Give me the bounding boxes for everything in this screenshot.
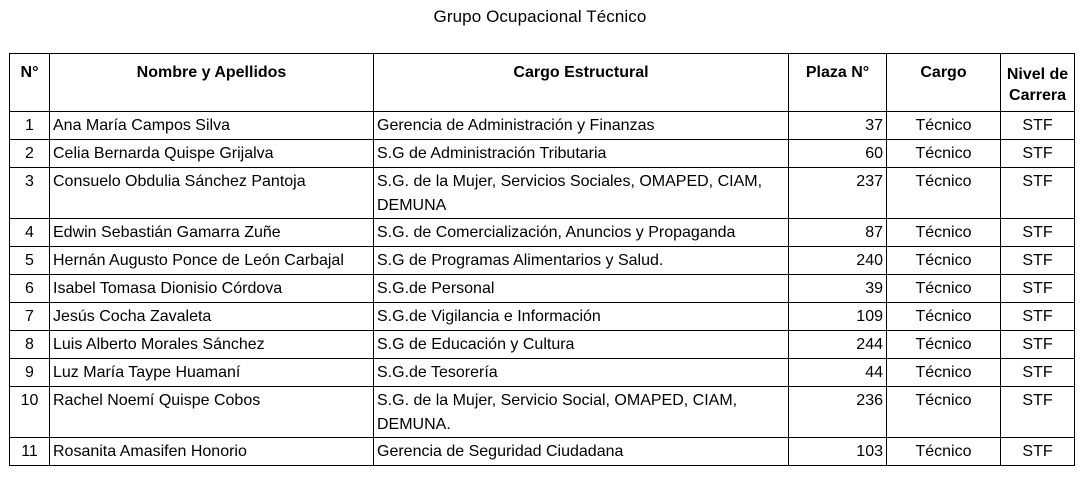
cell-nivel: STF (1001, 219, 1075, 247)
cell-name: Jesús Cocha Zavaleta (50, 303, 374, 331)
cell-structure: S.G. de la Mujer, Servicio Social, OMAPED, CIAM, DEMUNA. (374, 387, 789, 438)
cell-structure: S.G de Educación y Cultura (374, 331, 789, 359)
cell-cargo: Técnico (887, 275, 1001, 303)
cell-cargo: Técnico (887, 219, 1001, 247)
cell-name: Edwin Sebastián Gamarra Zuñe (50, 219, 374, 247)
cell-nivel: STF (1001, 247, 1075, 275)
cell-plaza: 87 (789, 219, 887, 247)
table-row (10, 247, 1075, 275)
cell-structure: S.G de Programas Alimentarios y Salud. (374, 247, 789, 275)
cell-nivel: STF (1001, 303, 1075, 331)
page-title: Grupo Ocupacional Técnico (433, 7, 647, 26)
table-row (10, 438, 1075, 466)
table-row (10, 387, 1075, 438)
cell-structure: Gerencia de Administración y Finanzas (374, 112, 789, 140)
cell-name: Rachel Noemí Quispe Cobos (50, 387, 374, 438)
header-structure: Cargo Estructural (374, 54, 789, 112)
table-row (10, 331, 1075, 359)
cell-num: 10 (10, 387, 50, 438)
cell-name: Luz María Taype Huamaní (50, 359, 374, 387)
cell-plaza: 237 (789, 168, 887, 219)
table-header-row (10, 54, 1075, 112)
cell-plaza: 240 (789, 247, 887, 275)
cell-plaza: 236 (789, 387, 887, 438)
header-cargo: Cargo (887, 54, 1001, 112)
cell-num: 5 (10, 247, 50, 275)
cell-structure: S.G de Administración Tributaria (374, 140, 789, 168)
cell-nivel: STF (1001, 331, 1075, 359)
cell-cargo: Técnico (887, 247, 1001, 275)
cell-cargo: Técnico (887, 140, 1001, 168)
table-row (10, 112, 1075, 140)
cell-plaza: 44 (789, 359, 887, 387)
header-nivel-line2: Carrera (1009, 87, 1066, 104)
cell-cargo: Técnico (887, 112, 1001, 140)
cell-nivel: STF (1001, 168, 1075, 219)
cell-structure: S.G.de Personal (374, 275, 789, 303)
table-row (10, 140, 1075, 168)
cell-name: Consuelo Obdulia Sánchez Pantoja (50, 168, 374, 219)
cell-cargo: Técnico (887, 359, 1001, 387)
cell-name: Isabel Tomasa Dionisio Córdova (50, 275, 374, 303)
cell-plaza: 39 (789, 275, 887, 303)
cell-cargo: Técnico (887, 168, 1001, 219)
staff-table (9, 53, 1075, 466)
header-name: Nombre y Apellidos (50, 54, 374, 112)
cell-cargo: Técnico (887, 387, 1001, 438)
cell-structure: S.G.de Tesorería (374, 359, 789, 387)
cell-plaza: 60 (789, 140, 887, 168)
cell-num: 11 (10, 438, 50, 466)
cell-nivel: STF (1001, 359, 1075, 387)
table-row (10, 219, 1075, 247)
cell-plaza: 109 (789, 303, 887, 331)
cell-plaza: 103 (789, 438, 887, 466)
header-num: N° (10, 54, 50, 112)
cell-plaza: 244 (789, 331, 887, 359)
table-row (10, 359, 1075, 387)
cell-num: 9 (10, 359, 50, 387)
cell-nivel: STF (1001, 275, 1075, 303)
cell-plaza: 37 (789, 112, 887, 140)
cell-name: Rosanita Amasifen Honorio (50, 438, 374, 466)
header-nivel-line1: Nivel de (1006, 66, 1069, 83)
cell-num: 2 (10, 140, 50, 168)
cell-cargo: Técnico (887, 438, 1001, 466)
cell-num: 8 (10, 331, 50, 359)
cell-name: Ana María Campos Silva (50, 112, 374, 140)
header-nivel (1001, 54, 1075, 112)
table-row (10, 275, 1075, 303)
cell-nivel: STF (1001, 112, 1075, 140)
cell-cargo: Técnico (887, 331, 1001, 359)
table-row (10, 303, 1075, 331)
cell-name: Luis Alberto Morales Sánchez (50, 331, 374, 359)
cell-cargo: Técnico (887, 303, 1001, 331)
header-plaza: Plaza N° (789, 54, 887, 112)
cell-num: 3 (10, 168, 50, 219)
cell-structure: Gerencia de Seguridad Ciudadana (374, 438, 789, 466)
cell-nivel: STF (1001, 438, 1075, 466)
cell-nivel: STF (1001, 387, 1075, 438)
cell-structure: S.G.de Vigilancia e Información (374, 303, 789, 331)
cell-name: Celia Bernarda Quispe Grijalva (50, 140, 374, 168)
cell-num: 4 (10, 219, 50, 247)
cell-num: 6 (10, 275, 50, 303)
cell-name: Hernán Augusto Ponce de León Carbajal (50, 247, 374, 275)
table-row (10, 168, 1075, 219)
cell-nivel: STF (1001, 140, 1075, 168)
cell-structure: S.G. de Comercialización, Anuncios y Propaganda (374, 219, 789, 247)
cell-num: 7 (10, 303, 50, 331)
cell-structure: S.G. de la Mujer, Servicios Sociales, OMAPED, CIAM, DEMUNA (374, 168, 789, 219)
cell-num: 1 (10, 112, 50, 140)
